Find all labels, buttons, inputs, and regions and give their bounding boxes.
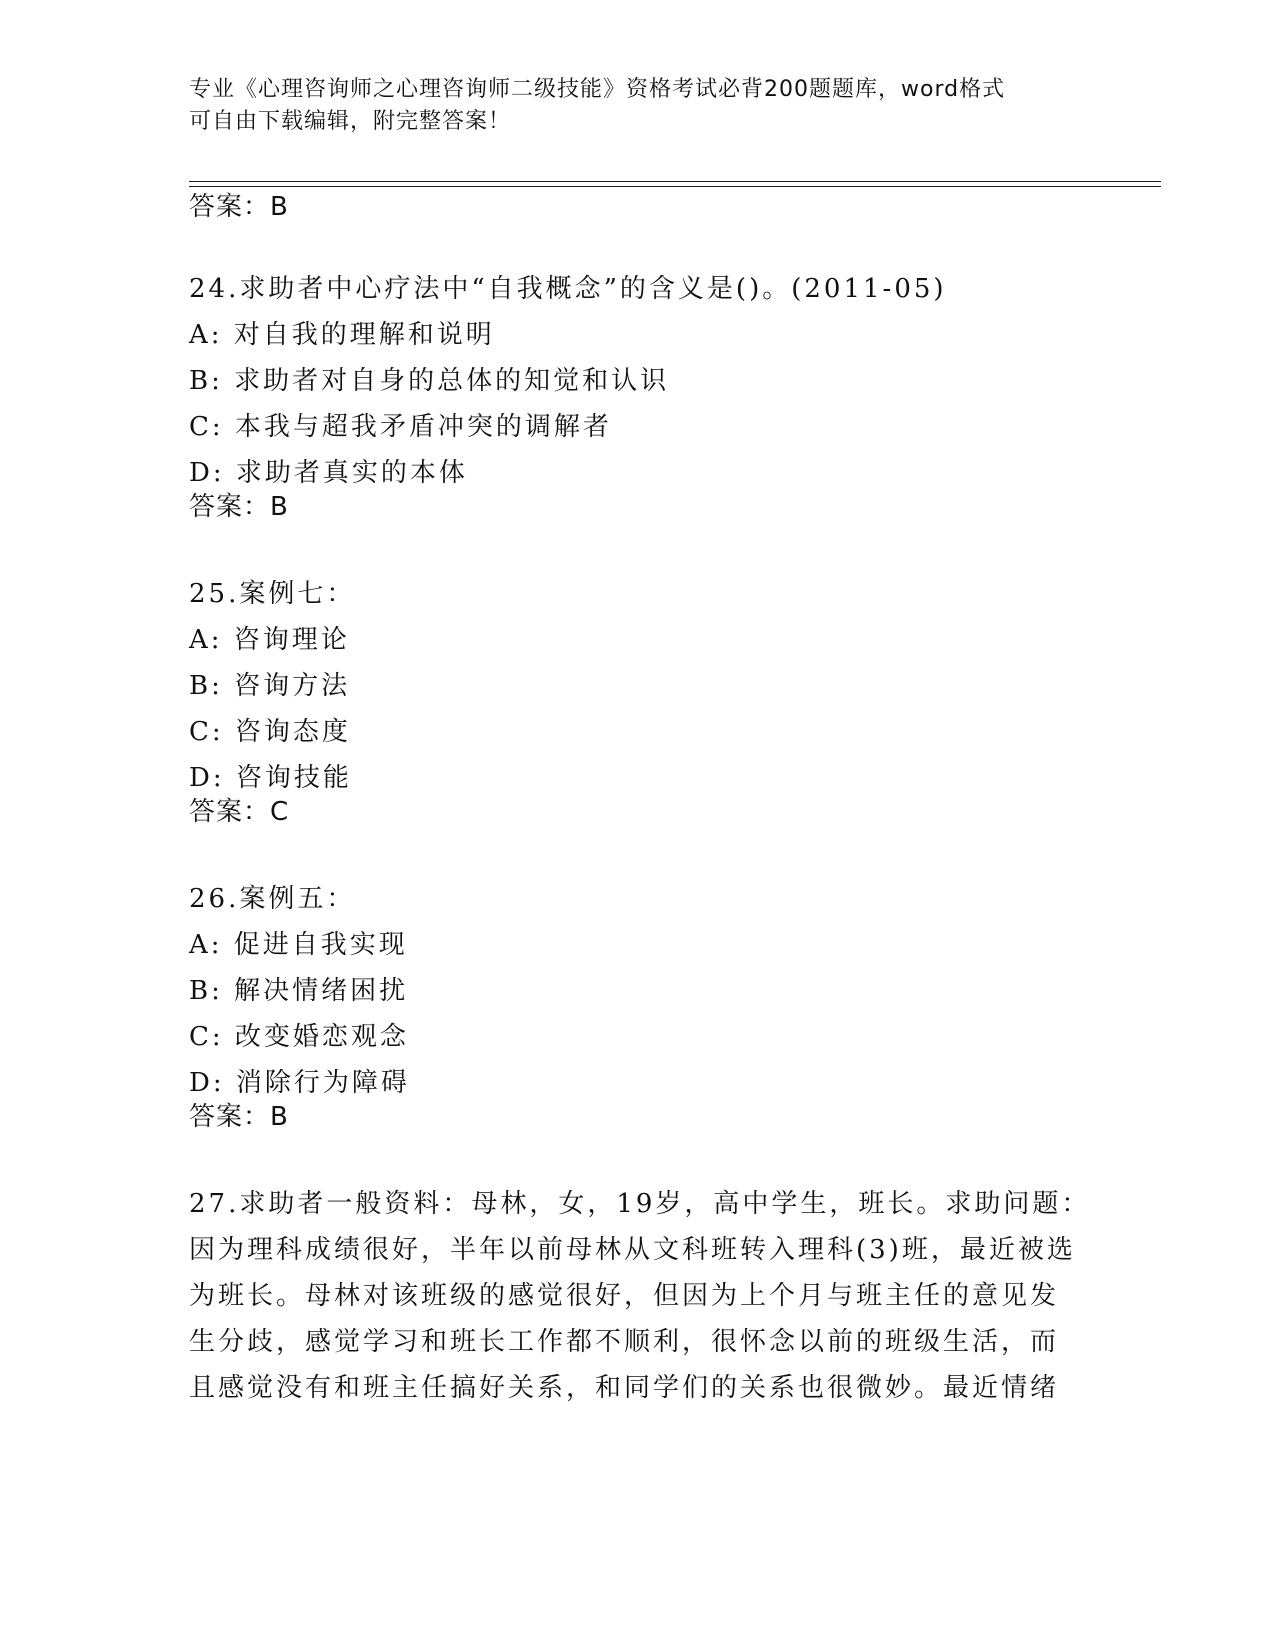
answer-previous: 答案：B	[189, 192, 289, 222]
paragraph-line: 且感觉没有和班主任搞好关系，和同学们的关系也很微妙。最近情绪	[189, 1373, 1060, 1403]
header-line-2: 可自由下载编辑，附完整答案！	[189, 109, 512, 134]
option-b: B: 求助者对自身的总体的知觉和认识	[189, 366, 670, 396]
option-b: B: 咨询方法	[189, 671, 351, 701]
document-header	[189, 74, 1089, 138]
option-a: A: 促进自我实现	[189, 930, 408, 960]
option-a: A: 咨询理论	[189, 625, 350, 655]
paragraph-line: 生分歧，感觉学习和班长工作都不顺利，很怀念以前的班级生活，而	[189, 1327, 1060, 1357]
option-d: D: 求助者真实的本体	[189, 458, 468, 488]
question-stem: 24.求助者中心疗法中“自我概念”的含义是()。(2011-05)	[189, 274, 947, 304]
paragraph-line: 因为理科成绩很好，半年以前母林从文科班转入理科(3)班，最近被选	[189, 1235, 1076, 1265]
option-a: A: 对自我的理解和说明	[189, 320, 495, 350]
question-24	[189, 266, 1089, 496]
paragraph-line: 为班长。母林对该班级的感觉很好，但因为上个月与班主任的意见发	[189, 1281, 1060, 1311]
answer-24: 答案：B	[189, 492, 289, 522]
option-c: C: 改变婚恋观念	[189, 1022, 409, 1052]
header-line-1: 专业《心理咨询师之心理咨询师二级技能》资格考试必背200题题库，word格式	[189, 77, 1006, 102]
answer-25: 答案：C	[189, 797, 290, 827]
question-stem: 26.案例五：	[189, 884, 356, 914]
question-stem: 25.案例七：	[189, 579, 356, 609]
option-c: C: 咨询态度	[189, 717, 351, 747]
question-26	[189, 876, 1089, 1106]
question-27	[189, 1181, 1091, 1411]
option-c: C: 本我与超我矛盾冲突的调解者	[189, 412, 612, 442]
question-25	[189, 571, 1089, 801]
header-divider	[189, 181, 1161, 182]
header-divider-double	[189, 186, 1161, 187]
option-d: D: 消除行为障碍	[189, 1068, 410, 1098]
paragraph-line: 27.求助者一般资料：母林，女，19岁，高中学生，班长。求助问题：	[189, 1189, 1091, 1219]
option-d: D: 咨询技能	[189, 763, 352, 793]
answer-26: 答案：B	[189, 1102, 289, 1132]
option-b: B: 解决情绪困扰	[189, 976, 409, 1006]
